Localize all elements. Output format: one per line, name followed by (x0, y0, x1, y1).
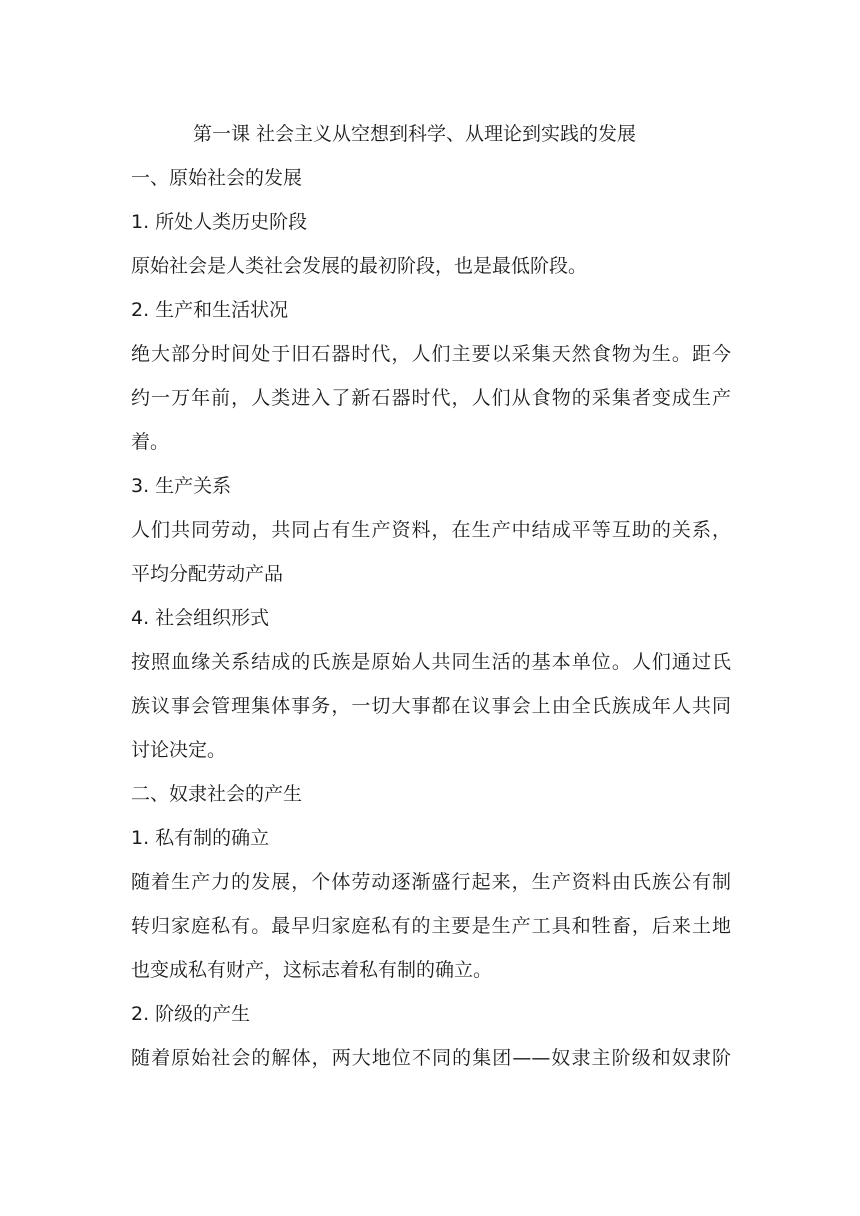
section-heading: 一、原始社会的发展 (131, 167, 303, 189)
paragraph-line: 随着生产力的发展，个体劳动逐渐盛行起来，生产资料由氏族公有制 (131, 871, 731, 893)
paragraph-line: 原始社会是人类社会发展的最初阶段，也是最低阶段。 (131, 255, 588, 277)
paragraph-line: 也变成私有财产，这标志着私有制的确立。 (131, 959, 493, 981)
paragraph-line: 着。 (131, 431, 170, 453)
paragraph-line: 转归家庭私有。最早归家庭私有的主要是生产工具和牲畜，后来土地 (131, 915, 731, 937)
document-body (131, 112, 731, 1080)
paragraph-line: 人们共同劳动，共同占有生产资料，在生产中结成平等互助的关系， (131, 519, 731, 541)
subsection-heading: 1. 所处人类历史阶段 (131, 211, 308, 233)
subsection-heading: 3. 生产关系 (131, 475, 232, 497)
paragraph-line: 绝大部分时间处于旧石器时代，人们主要以采集天然食物为生。距今 (131, 343, 731, 365)
subsection-heading: 1. 私有制的确立 (131, 827, 270, 849)
paragraph-line: 约一万年前，人类进入了新石器时代，人们从食物的采集者变成生产 (131, 387, 731, 409)
subsection-heading: 2. 生产和生活状况 (131, 299, 289, 321)
paragraph-line: 平均分配劳动产品 (131, 563, 284, 585)
paragraph-line: 按照血缘关系结成的氏族是原始人共同生活的基本单位。人们通过氏 (131, 651, 731, 673)
subsection-heading: 2. 阶级的产生 (131, 1003, 251, 1025)
paragraph-line: 讨论决定。 (131, 739, 227, 761)
section-heading: 二、奴隶社会的产生 (131, 783, 303, 805)
subsection-heading: 4. 社会组织形式 (131, 607, 270, 629)
paragraph-line: 族议事会管理集体事务，一切大事都在议事会上由全氏族成年人共同 (131, 695, 731, 717)
paragraph-line: 随着原始社会的解体，两大地位不同的集团——奴隶主阶级和奴隶阶 (131, 1047, 731, 1069)
page-title: 第一课 社会主义从空想到科学、从理论到实践的发展 (193, 123, 637, 145)
